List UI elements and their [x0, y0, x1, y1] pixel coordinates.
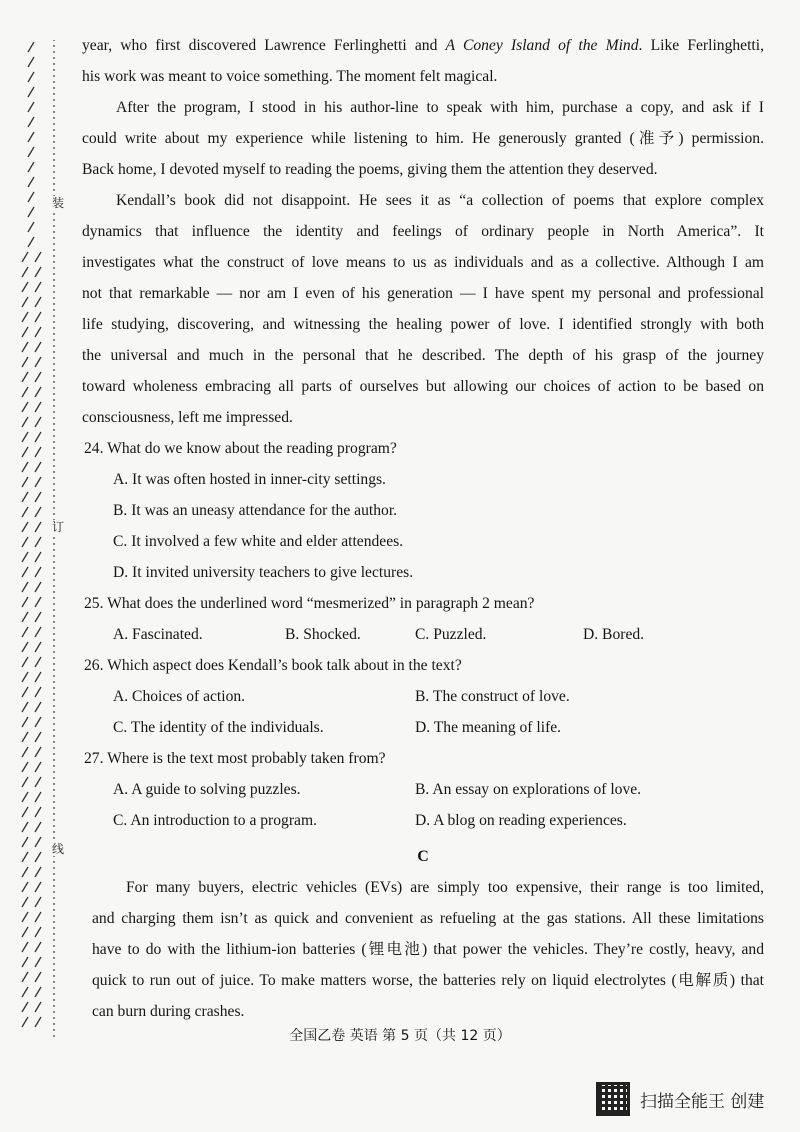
- scanner-watermark: [596, 1082, 764, 1116]
- binding-slash-marks: [10, 40, 70, 1040]
- book-title: A Coney Island of the Mind: [445, 37, 639, 54]
- question-26-option-c: C. The identity of the individuals.: [113, 719, 324, 736]
- question-27-stem: 27. Where is the text most probably taken from?: [84, 750, 386, 767]
- paragraph-3-line: investigates what the construct of love means to us as individuals and as a collective. Although I am: [82, 254, 764, 271]
- paragraph-2-line: Back home, I devoted myself to reading the poems, giving them the attention they deserved.: [82, 161, 658, 178]
- question-27-option-a: A. A guide to solving puzzles.: [113, 781, 301, 798]
- section-heading-c: C: [417, 848, 429, 865]
- question-26-option-d: D. The meaning of life.: [415, 719, 562, 736]
- question-27-option-d: D. A blog on reading experiences.: [415, 812, 627, 829]
- question-26-option-a: A. Choices of action.: [113, 688, 246, 705]
- passage-c-line: can burn during crashes.: [92, 1003, 245, 1020]
- question-26-options-row-1: [113, 681, 764, 712]
- paragraph-2-line: could write about my experience while listening to him. He generously granted (准予) permission.: [82, 130, 764, 147]
- binding-label-xian: 线: [52, 842, 65, 856]
- passage-c-line: have to do with the lithium-ion batteries (锂电池) that power the vehicles. They’re costly, heavy, and: [92, 941, 764, 958]
- qr-code-icon: [596, 1082, 630, 1116]
- question-25-options: [113, 619, 764, 650]
- question-25-option-a: A. Fascinated.: [113, 626, 203, 643]
- page-footer: 全国乙卷 英语 第 5 页（共 12 页）: [289, 1028, 511, 1044]
- question-24-option-b: B. It was an uneasy attendance for the author.: [113, 502, 398, 519]
- question-27-options-row-1: [113, 774, 764, 805]
- paragraph-3-line: Kendall’s book did not disappoint. He sees it as “a collection of poems that explore complex: [116, 192, 764, 209]
- question-27-option-c: C. An introduction to a program.: [113, 812, 317, 829]
- paragraph-3-line: toward wholeness embracing all parts of ourselves but allowing our choices of action to be based on: [82, 378, 764, 395]
- question-26-options-row-2: [113, 712, 764, 743]
- question-25-stem: 25. What does the underlined word “mesmerized” in paragraph 2 mean?: [84, 595, 535, 612]
- paragraph-3-line: dynamics that influence the identity and feelings of ordinary people in North America”. It: [82, 223, 764, 240]
- passage-b-line-1: year, who first discovered Lawrence Ferlinghetti and A Coney Island of the Mind. Like Ferlinghetti,: [82, 37, 764, 54]
- binding-label-zhuang: 装: [52, 196, 65, 210]
- scanner-watermark-text: 扫描全能王 创建: [640, 1091, 765, 1112]
- question-25-option-c: C. Puzzled.: [415, 626, 487, 643]
- passage-b-line-2: his work was meant to voice something. The moment felt magical.: [82, 68, 498, 85]
- question-27-option-b: B. An essay on explorations of love.: [415, 781, 642, 798]
- question-24-stem: 24. What do we know about the reading program?: [84, 440, 397, 457]
- question-27-options-row-2: [113, 805, 764, 836]
- question-26-option-b: B. The construct of love.: [415, 688, 570, 705]
- paragraph-3-line: the universal and much in the personal that he described. The depth of his grasp of the journey: [82, 347, 764, 364]
- passage-c: [92, 872, 764, 1027]
- question-25-option-d: D. Bored.: [583, 626, 645, 643]
- binding-label-ding: 订: [52, 520, 65, 534]
- paragraph-2-line: After the program, I stood in his author-line to speak with him, purchase a copy, and ask if I: [116, 99, 764, 116]
- question-25-option-b: B. Shocked.: [285, 626, 361, 643]
- paragraph-3-line: consciousness, left me impressed.: [82, 409, 293, 426]
- passage-c-line: quick to run out of juice. To make matters worse, the batteries rely on liquid electrolytes (电解质) that: [92, 972, 764, 989]
- paragraph-3-line: not that remarkable — nor am I even of his generation — I have spent my personal and professional: [82, 285, 764, 302]
- page-content: [82, 30, 764, 1027]
- question-24-option-a: A. It was often hosted in inner-city settings.: [113, 471, 386, 488]
- question-26-stem: 26. Which aspect does Kendall’s book talk about in the text?: [84, 657, 462, 674]
- paragraph-3-line: life studying, discovering, and witnessing the healing power of love. I identified strongly with both: [82, 316, 764, 333]
- question-24-option-d: D. It invited university teachers to give lectures.: [113, 564, 414, 581]
- binding-margin: [10, 40, 70, 1040]
- passage-c-line: For many buyers, electric vehicles (EVs) are simply too expensive, their range is too limited,: [126, 879, 764, 896]
- passage-c-line: and charging them isn’t as quick and convenient as refueling at the gas stations. All these limitations: [92, 910, 764, 927]
- question-24-option-c: C. It involved a few white and elder attendees.: [113, 533, 404, 550]
